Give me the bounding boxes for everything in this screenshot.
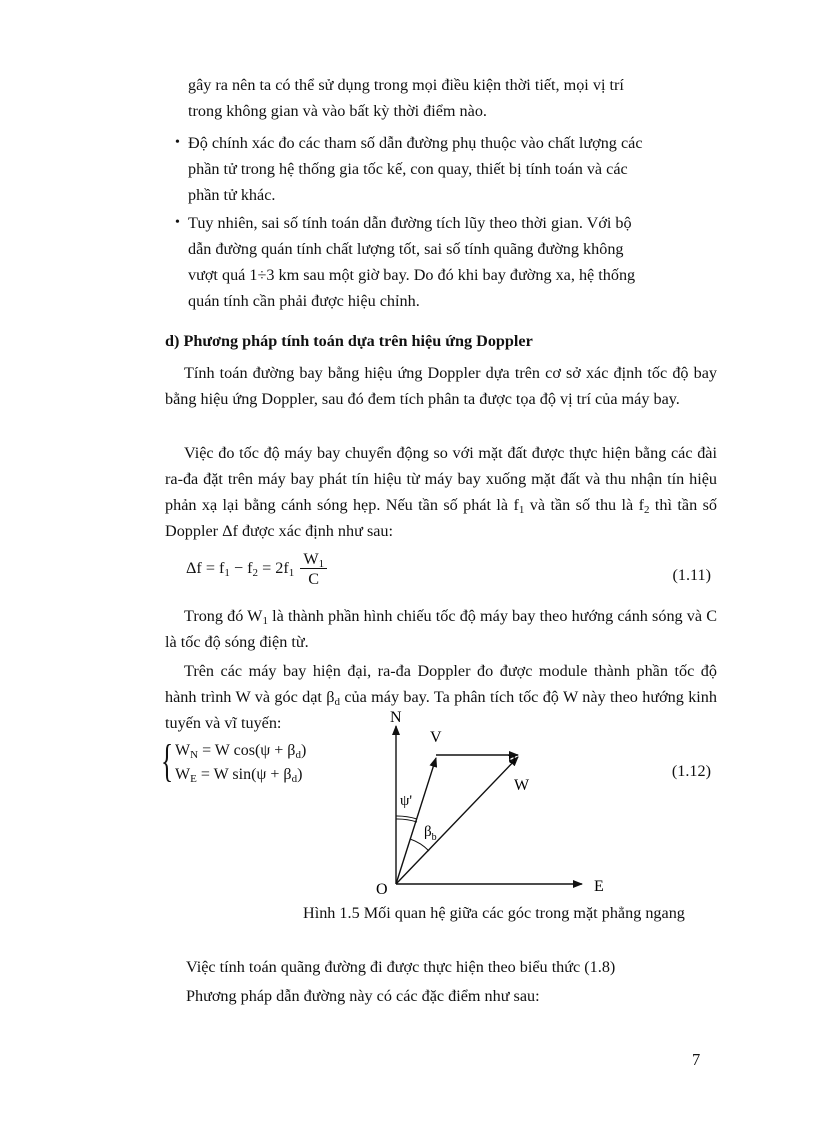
equation-line: $W_N = W$ $\cos(\psi + \beta_d)$ — [175, 742, 307, 761]
label-u: u — [508, 750, 516, 767]
paragraph: Trên các máy bay hiện đại, ra-đa Doppler đo được module thành phần tốc độ hành trình W và góc dạt $\beta_d$ của máy bay. Ta phân tích tốc độ W này theo hướng kinh tuyến và vĩ tuyến: — [165, 662, 717, 732]
bullet-item — [175, 210, 716, 314]
label-e: E — [594, 878, 604, 895]
bullet-line: dẫn đường quán tính chất lượng tốt, sai số tính quãng đường không — [188, 240, 624, 258]
bullet-marker: • — [175, 135, 180, 150]
paragraph: Phương pháp dẫn đường này có các đặc điểm như sau: — [186, 987, 540, 1005]
bullet-line: phần tử trong hệ thống gia tốc kế, con quay, thiết bị tính toán và các — [188, 160, 628, 178]
curly-brace: { — [161, 735, 174, 786]
bullet-line: quán tính cần phải được hiệu chỉnh. — [188, 292, 420, 310]
figure-angle-diagram — [360, 708, 640, 903]
label-o: O — [376, 881, 388, 898]
label-psi: ψ' — [400, 793, 413, 809]
section-heading: d) Phương pháp tính toán dựa trên hiệu ứng Doppler — [165, 332, 533, 350]
label-v: V — [430, 729, 442, 746]
vector-w — [396, 757, 518, 884]
equation-line: $W_E = W$ $\sin(\psi + \beta_d)$ — [175, 766, 303, 785]
page-number: 7 — [692, 1050, 701, 1069]
label-w: W — [514, 777, 530, 794]
angle-arc-beta — [410, 839, 429, 851]
bullet-line: vượt quá 1÷3 km sau một giờ bay. Do đó khi bay đường xa, hệ thống — [188, 266, 636, 284]
paragraph: Tính toán đường bay bằng hiệu ứng Doppler dựa trên cơ sở xác định tốc độ bay bằng hiệu ứng Doppler, sau đó đem tích phân ta được tọa độ vị trí của máy bay. — [165, 364, 717, 408]
label-beta: $\beta_b$ — [424, 824, 437, 843]
bullet-line: Độ chính xác đo các tham số dẫn đường phụ thuộc vào chất lượng các — [188, 134, 643, 152]
bullet-line: gây ra nên ta có thể sử dụng trong mọi điều kiện thời tiết, mọi vị trí — [188, 76, 624, 94]
bullet-item — [175, 130, 716, 208]
paragraph: Việc đo tốc độ máy bay chuyển động so với mặt đất được thực hiện bằng các đài ra-đa đặt trên máy bay phát tín hiệu từ máy bay xuống mặt đất và thu nhận tín hiệu phản xạ lại bằng cánh sóng hẹp. Nếu tần số phát là $f_1$ và tần số thu là $f_2$ thì tần số Doppler Δf được xác định như sau: — [165, 444, 718, 540]
bullet-line: trong không gian và vào bất kỳ thời điểm nào. — [188, 102, 487, 120]
label-n: N — [390, 709, 402, 726]
bullet-marker: • — [175, 215, 180, 230]
equation-number: (1.12) — [671, 762, 711, 780]
figure-caption: Hình 1.5 Mối quan hệ giữa các góc trong mặt phẳng ngang — [303, 904, 685, 922]
equation-1-11: $\Delta f = f_1 - f_2 = 2f_1$ $\frac{W_1}{C}$ — [186, 550, 327, 589]
vector-v — [396, 758, 436, 884]
paragraph: Trong đó $W_1$ là thành phần hình chiếu tốc độ máy bay theo hướng cánh sóng và C là tốc độ sóng điện từ. — [165, 607, 717, 651]
equation-number: (1.11) — [672, 566, 711, 584]
angle-arc-psi-2 — [396, 819, 417, 822]
bullet-line: Tuy nhiên, sai số tính toán dẫn đường tích lũy theo thời gian. Với bộ — [188, 214, 632, 232]
fraction: $\frac{W_1}{C}$ — [300, 550, 327, 589]
bullet-line: phần tử khác. — [188, 186, 276, 204]
bullet-continuation — [188, 72, 716, 124]
equation-1-12 — [161, 735, 307, 787]
paragraph: Việc tính toán quãng đường đi được thực hiện theo biểu thức (1.8) — [186, 958, 616, 976]
